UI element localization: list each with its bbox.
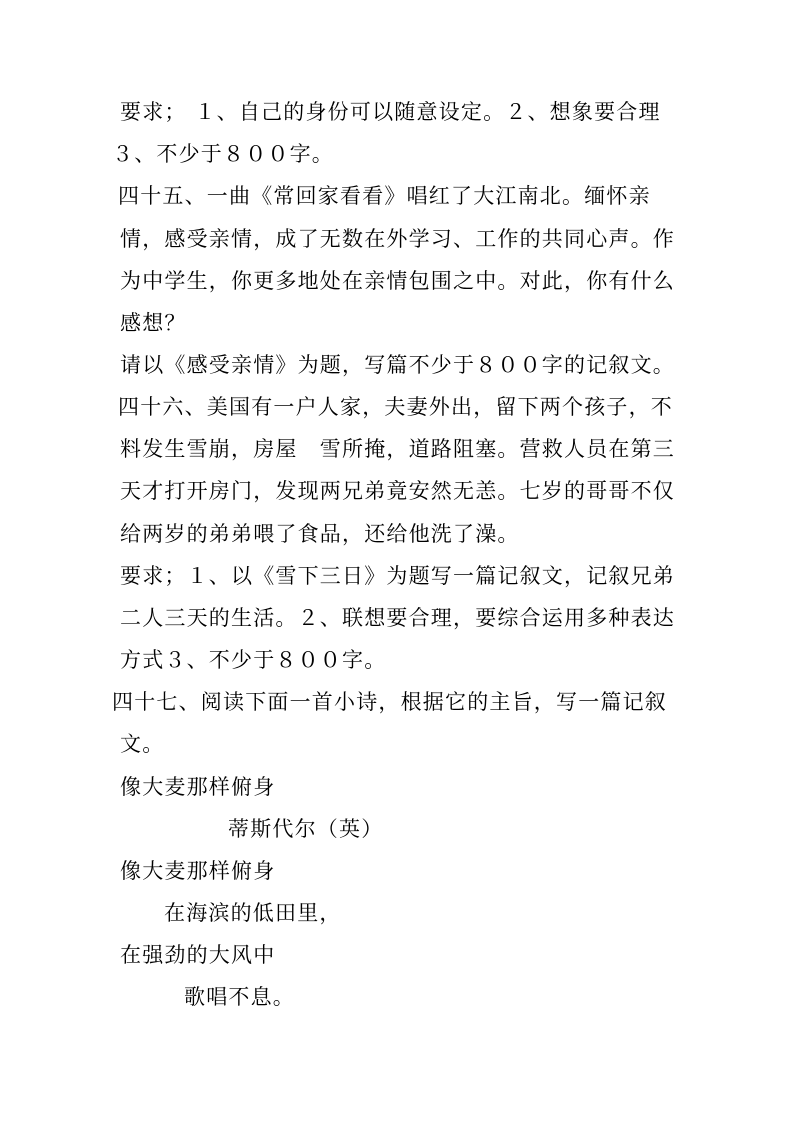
poem-line: 在强劲的大风中 (120, 943, 276, 967)
text-line: 感想？ (120, 311, 187, 335)
text-line: 为中学生，你更多地处在亲情包围之中。对此，你有什么 (120, 269, 675, 293)
text-line: ３、不少于８００字。 (112, 142, 334, 166)
text-line: 要求；１、以《雪下三日》为题写一篇记叙文，记叙兄弟 (120, 564, 675, 588)
text-line: 四十五、一曲《常回家看看》唱红了大江南北。缅怀亲 (118, 184, 651, 208)
text-line: 料发生雪崩，房屋 雪所掩，道路阻塞。营救人员在第三 (120, 437, 675, 461)
text-line: 四十六、美国有一户人家，夫妻外出，留下两个孩子，不 (118, 395, 673, 419)
text-line: 请以《感受亲情》为题，写篇不少于８００字的记叙文。 (120, 353, 675, 377)
poem-line: 像大麦那样俯身 (120, 859, 276, 883)
text-line: 情，感受亲情，成了无数在外学习、工作的共同心声。作 (120, 227, 675, 251)
poem-title: 像大麦那样俯身 (120, 775, 276, 799)
poem-author: 蒂斯代尔（英） (228, 817, 384, 841)
text-line: 天才打开房门，发现两兄弟竟安然无恙。七岁的哥哥不仅 (120, 479, 675, 503)
text-line: 方式３、不少于８００字。 (120, 648, 387, 672)
poem-line: 在海滨的低田里， (164, 901, 342, 925)
text-line: 给两岁的弟弟喂了食品，还给他洗了澡。 (120, 522, 520, 546)
text-line: 文。 (120, 732, 165, 756)
poem-line: 歌唱不息。 (184, 985, 295, 1009)
text-line: 要求； １、自己的身份可以随意设定。２、想象要合理 (120, 100, 661, 124)
text-line: 二人三天的生活。２、联想要合理，要综合运用多种表达 (120, 606, 675, 630)
text-line: 四十七、阅读下面一首小诗，根据它的主旨，写一篇记叙 (112, 690, 667, 714)
